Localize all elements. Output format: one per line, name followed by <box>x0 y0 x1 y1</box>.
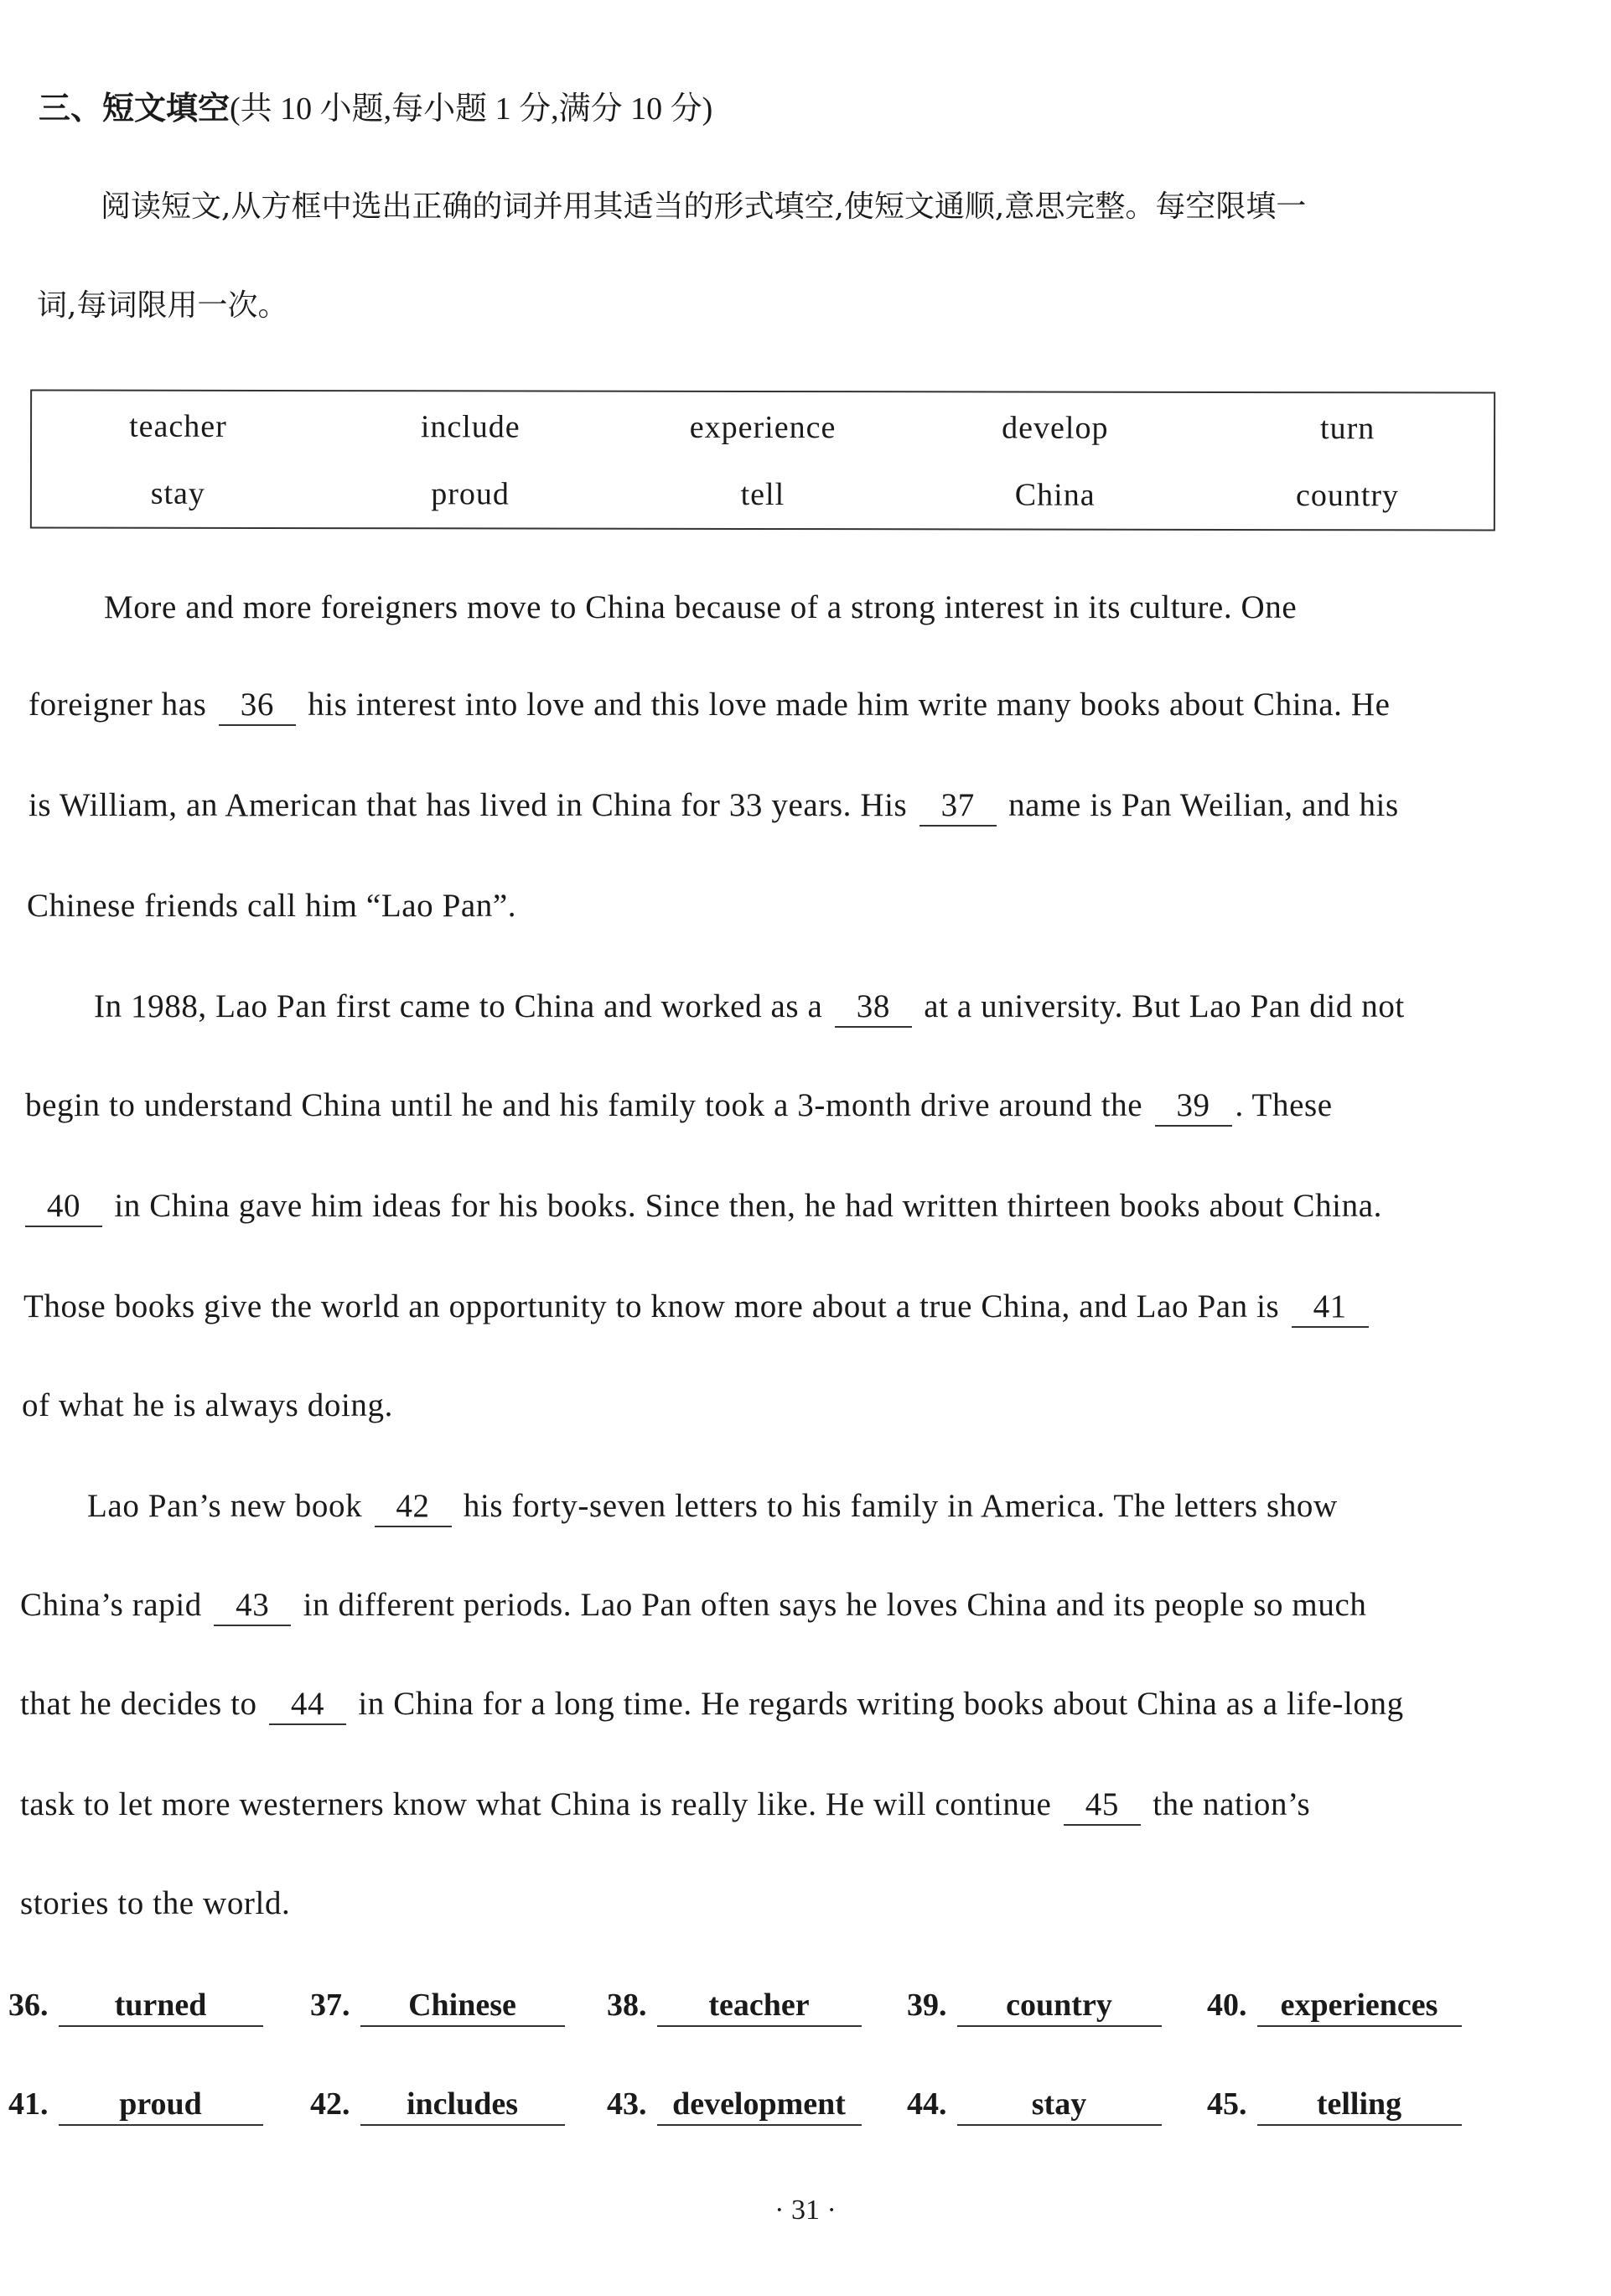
passage-text: the nation’s <box>1153 1786 1311 1822</box>
blank-43: 43 <box>214 1587 291 1626</box>
passage-line <box>0 1487 1611 1527</box>
word-bank-word: stay <box>150 475 205 511</box>
passage-text: in China for a long time. He regards writing books about China as a life-long <box>358 1686 1404 1722</box>
passage-line <box>0 588 1611 626</box>
passage-text: of what he is always doing. <box>22 1387 393 1423</box>
passage-text: begin to understand China until he and his family took a 3-month drive around the <box>25 1087 1143 1123</box>
passage-line <box>0 1586 1611 1626</box>
word-bank-word: experience <box>689 409 837 446</box>
passage-text: . These <box>1235 1087 1333 1123</box>
section-title <box>39 82 712 128</box>
answer-item <box>1207 2086 1462 2126</box>
answer-value: teacher <box>657 1987 862 2027</box>
answer-value: Chinese <box>360 1987 565 2027</box>
answers-row-1 <box>0 1987 1611 2037</box>
answers-row-2 <box>0 2086 1611 2136</box>
answer-value: development <box>657 2086 862 2126</box>
passage-text: In 1988, Lao Pan first came to China and worked as a <box>94 988 823 1024</box>
passage-text: in different periods. Lao Pan often says he loves China and its people so much <box>303 1587 1367 1623</box>
section-title-scoring: (共 10 小题,每小题 1 分,满分 10 分) <box>230 91 713 127</box>
blank-44: 44 <box>269 1686 346 1725</box>
answer-value: country <box>957 1987 1162 2027</box>
word-bank-row-1 <box>32 407 1494 447</box>
answer-value: experiences <box>1257 1987 1462 2027</box>
passage-line <box>0 1685 1611 1725</box>
answer-number: 38. <box>607 1988 647 2023</box>
passage-line <box>0 786 1611 827</box>
word-bank-word: China <box>1014 477 1096 513</box>
answer-number: 45. <box>1207 2086 1247 2122</box>
page-number: · 31 · <box>774 2195 837 2226</box>
answer-item <box>8 1987 263 2027</box>
answer-value: stay <box>957 2086 1162 2126</box>
answer-number: 36. <box>8 1988 49 2023</box>
passage-line <box>0 686 1611 726</box>
blank-41: 41 <box>1292 1288 1369 1328</box>
word-bank-row-2 <box>32 474 1494 514</box>
instructions-line-1: 阅读短文,从方框中选出正确的词并用其适当的形式填空,使短文通顺,意思完整。每空限填一 <box>101 189 1307 224</box>
passage-line <box>0 1785 1611 1826</box>
blank-40: 40 <box>25 1188 102 1227</box>
answer-item <box>907 2086 1162 2126</box>
passage-text: at a university. But Lao Pan did not <box>924 988 1405 1024</box>
answer-item <box>310 1987 565 2027</box>
blank-39: 39 <box>1155 1087 1232 1127</box>
passage-text: China’s rapid <box>20 1587 202 1623</box>
answer-value: proud <box>59 2086 263 2126</box>
passage-text: Lao Pan’s new book <box>87 1488 363 1524</box>
blank-42: 42 <box>375 1488 452 1527</box>
passage-text: stories to the world. <box>20 1885 291 1921</box>
answer-item <box>1207 1987 1462 2027</box>
passage-text: name is Pan Weilian, and his <box>1008 787 1399 823</box>
passage-line <box>0 987 1611 1028</box>
blank-36: 36 <box>219 687 296 726</box>
word-bank-word: include <box>420 409 521 445</box>
word-bank-word: proud <box>431 476 510 512</box>
answer-number: 43. <box>607 2086 647 2122</box>
passage-text: Chinese friends call him “Lao Pan”. <box>27 888 517 924</box>
word-bank-word: country <box>1295 478 1400 514</box>
passage-line <box>0 1884 1611 1922</box>
passage-text: in China gave him ideas for his books. Since then, he had written thirteen books about China. <box>114 1188 1382 1224</box>
answer-value: includes <box>360 2086 565 2126</box>
passage-line <box>0 1187 1611 1227</box>
word-bank-word: turn <box>1319 411 1375 447</box>
passage-line <box>0 1288 1611 1328</box>
answer-item <box>607 1987 862 2027</box>
answer-item <box>8 2086 263 2126</box>
passage-text: More and more foreigners move to China because of a strong interest in its culture. One <box>104 589 1298 625</box>
passage-text: task to let more westerners know what China is really like. He will continue <box>20 1786 1052 1822</box>
answer-value: turned <box>59 1987 263 2027</box>
passage-line <box>0 1086 1611 1127</box>
section-title-label: 三、短文填空 <box>39 90 231 127</box>
blank-37: 37 <box>919 787 997 827</box>
word-bank-word: tell <box>740 476 785 513</box>
passage-text: Those books give the world an opportunity to know more about a true China, and Lao Pan is <box>23 1288 1280 1324</box>
blank-45: 45 <box>1064 1786 1141 1826</box>
answer-number: 40. <box>1207 1988 1247 2023</box>
answer-number: 42. <box>310 2086 350 2122</box>
answer-item <box>907 1987 1162 2027</box>
word-bank-word: develop <box>1002 410 1109 446</box>
passage-text: is William, an American that has lived in China for 33 years. His <box>28 787 908 823</box>
passage-text: his forty-seven letters to his family in America. The letters show <box>463 1488 1338 1524</box>
answer-number: 37. <box>310 1988 350 2023</box>
passage-line <box>0 1386 1611 1424</box>
passage-line <box>0 887 1611 925</box>
answer-item <box>310 2086 565 2126</box>
instructions-line-2: 词,每词限用一次。 <box>37 288 288 323</box>
passage-text: foreigner has <box>28 687 207 723</box>
answer-number: 44. <box>907 2086 947 2122</box>
answer-value: telling <box>1257 2086 1462 2126</box>
answer-item <box>607 2086 862 2126</box>
word-bank-box <box>30 389 1495 531</box>
passage-text: his interest into love and this love made him write many books about China. He <box>308 687 1391 723</box>
word-bank-word: teacher <box>129 408 227 444</box>
passage-text: that he decides to <box>20 1686 257 1722</box>
answer-number: 39. <box>907 1988 947 2023</box>
answer-number: 41. <box>8 2086 49 2122</box>
blank-38: 38 <box>835 988 912 1028</box>
